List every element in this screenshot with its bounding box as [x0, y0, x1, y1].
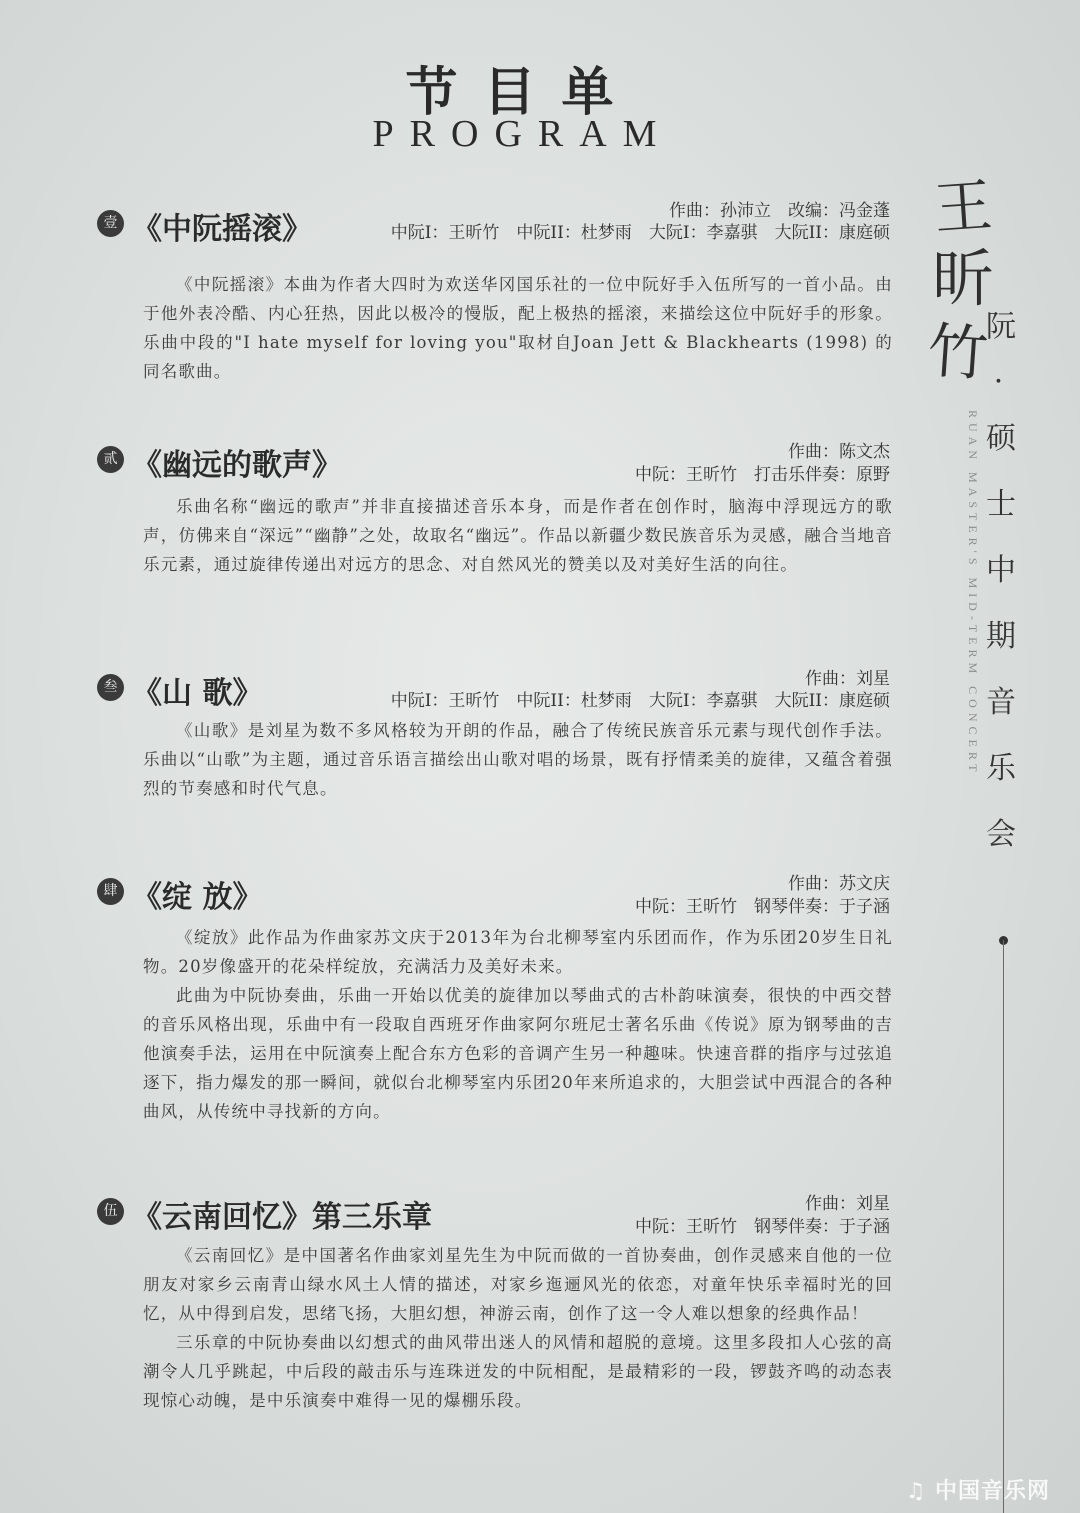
piece-title: 《山 歌》 — [132, 676, 263, 711]
item-number-badge: 贰 — [97, 446, 124, 473]
item-number-badge: 伍 — [97, 1198, 124, 1225]
svg-text:王: 王 — [931, 171, 995, 243]
watermark-logo — [906, 1474, 1050, 1505]
piece-description — [143, 923, 893, 1126]
composer-credit: 作曲：刘星 — [805, 1194, 890, 1214]
item-number-badge: 叁 — [97, 674, 124, 701]
composer-credit: 作曲：陈文杰 — [788, 442, 890, 462]
page-title: 节目单 — [405, 62, 640, 123]
piece-title: 《中阮摇滚》 — [132, 212, 312, 247]
description-paragraph: 《山歌》是刘星为数不多风格较为开朗的作品，融合了传统民族音乐元素与现代创作手法。乐曲以“山歌”为主题，通过音乐语言描绘出山歌对唱的场景，既有抒情柔美的旋律，又蕴含着强烈的节奏感和时代气息。 — [143, 721, 893, 798]
watermark-text: 中国音乐网 — [934, 1479, 1050, 1504]
description-paragraph: 此曲为中阮协奏曲，乐曲一开始以优美的旋律加以琴曲式的古朴韵味演奏，很快的中西交替的音乐风格出现，乐曲中有一段取自西班牙作曲家阿尔班尼士著名乐曲《传说》原为钢琴曲的吉他演奏手法，运用在中阮演奏上配合东方色彩的音调产生另一种趣味。快速音群的指序与过弦追逐下，指力爆发的那一瞬间，就似台北柳琴室内乐团20年来所追求的，大胆尝试中西混合的各种曲风，从传统中寻找新的方向。 — [143, 986, 893, 1121]
performer-credit: 中阮：王昕竹 打击乐伴奏：原野 — [635, 465, 890, 485]
performer-credit: 中阮I：王昕竹 中阮II：杜梦雨 大阮I：李嘉骐 大阮II：康庭硕 — [390, 223, 890, 243]
piece-description — [143, 270, 893, 386]
music-note-icon: ♫ — [905, 1479, 927, 1504]
concert-title-vertical: 阮·硕士中期音乐会 — [980, 310, 1015, 884]
description-paragraph: 三乐章的中阮协奏曲以幻想式的曲风带出迷人的风情和超脱的意境。这里多段扣人心弦的高潮令人几乎跳起，中后段的敲击乐与连珠迸发的中阮相配，是最精彩的一段，锣鼓齐鸣的动态表现惊心动魄，是中乐演奏中难得一见的爆棚乐段。 — [143, 1333, 893, 1410]
page-subtitle: PROGRAM — [372, 113, 673, 155]
piece-description — [143, 492, 893, 579]
item-number-badge: 肆 — [97, 878, 124, 905]
piece-title: 《绽 放》 — [132, 880, 263, 915]
piece-description — [143, 716, 893, 803]
description-paragraph: 《绽放》此作品为作曲家苏文庆于2013年为台北柳琴室内乐团而作，作为乐团20岁生日礼物。20岁像盛开的花朵样绽放，充满活力及美好未来。 — [143, 928, 893, 976]
description-paragraph: 《云南回忆》是中国著名作曲家刘星先生为中阮而做的一首协奏曲，创作灵感来自他的一位朋友对家乡云南青山绿水风土人情的描述，对家乡迤逦风光的依恋，对童年快乐幸福时光的回忆，从中得到启发，思绪飞扬，大胆幻想，神游云南，创作了这一令人难以想象的经典作品！ — [143, 1246, 893, 1323]
decorative-line — [1003, 940, 1004, 1513]
piece-description — [143, 1241, 893, 1415]
svg-text:昕: 昕 — [931, 242, 995, 315]
composer-credit: 作曲：苏文庆 — [788, 874, 890, 894]
performer-credit: 中阮I：王昕竹 中阮II：杜梦雨 大阮I：李嘉骐 大阮II：康庭硕 — [390, 691, 890, 711]
description-paragraph: 《中阮摇滚》本曲为作者大四时为欢送华冈国乐社的一位中阮好手入伍所写的一首小品。由于他外表冷酷、内心狂热，因此以极冷的慢版，配上极热的摇滚，来描绘这位中阮好手的形象。乐曲中段的"I hate myself for loving you"取材自Joan Jett & Blackhearts (1998) 的同名歌曲。 — [143, 275, 893, 381]
piece-title: 《云南回忆》第三乐章 — [132, 1200, 432, 1235]
svg-text:竹: 竹 — [925, 315, 991, 391]
performer-credit: 中阮：王昕竹 钢琴伴奏：于子涵 — [635, 1217, 890, 1237]
piece-title: 《幽远的歌声》 — [132, 448, 342, 483]
concert-title-en-vertical: RUAN MASTER'S MID-TERM CONCERT — [966, 410, 980, 777]
item-number-badge: 壹 — [97, 210, 124, 237]
description-paragraph: 乐曲名称“幽远的歌声”并非直接描述音乐本身，而是作者在创作时，脑海中浮现远方的歌声，仿佛来自“深远”“幽静”之处，故取名“幽远”。作品以新疆少数民族音乐为灵感，融合当地音乐元素，通过旋律传递出对远方的思念、对自然风光的赞美以及对美好生活的向往。 — [143, 497, 893, 574]
composer-credit: 作曲：孙沛立 改编：冯金蓬 — [669, 201, 890, 221]
performer-credit: 中阮：王昕竹 钢琴伴奏：于子涵 — [635, 897, 890, 917]
composer-credit: 作曲：刘星 — [805, 669, 890, 689]
